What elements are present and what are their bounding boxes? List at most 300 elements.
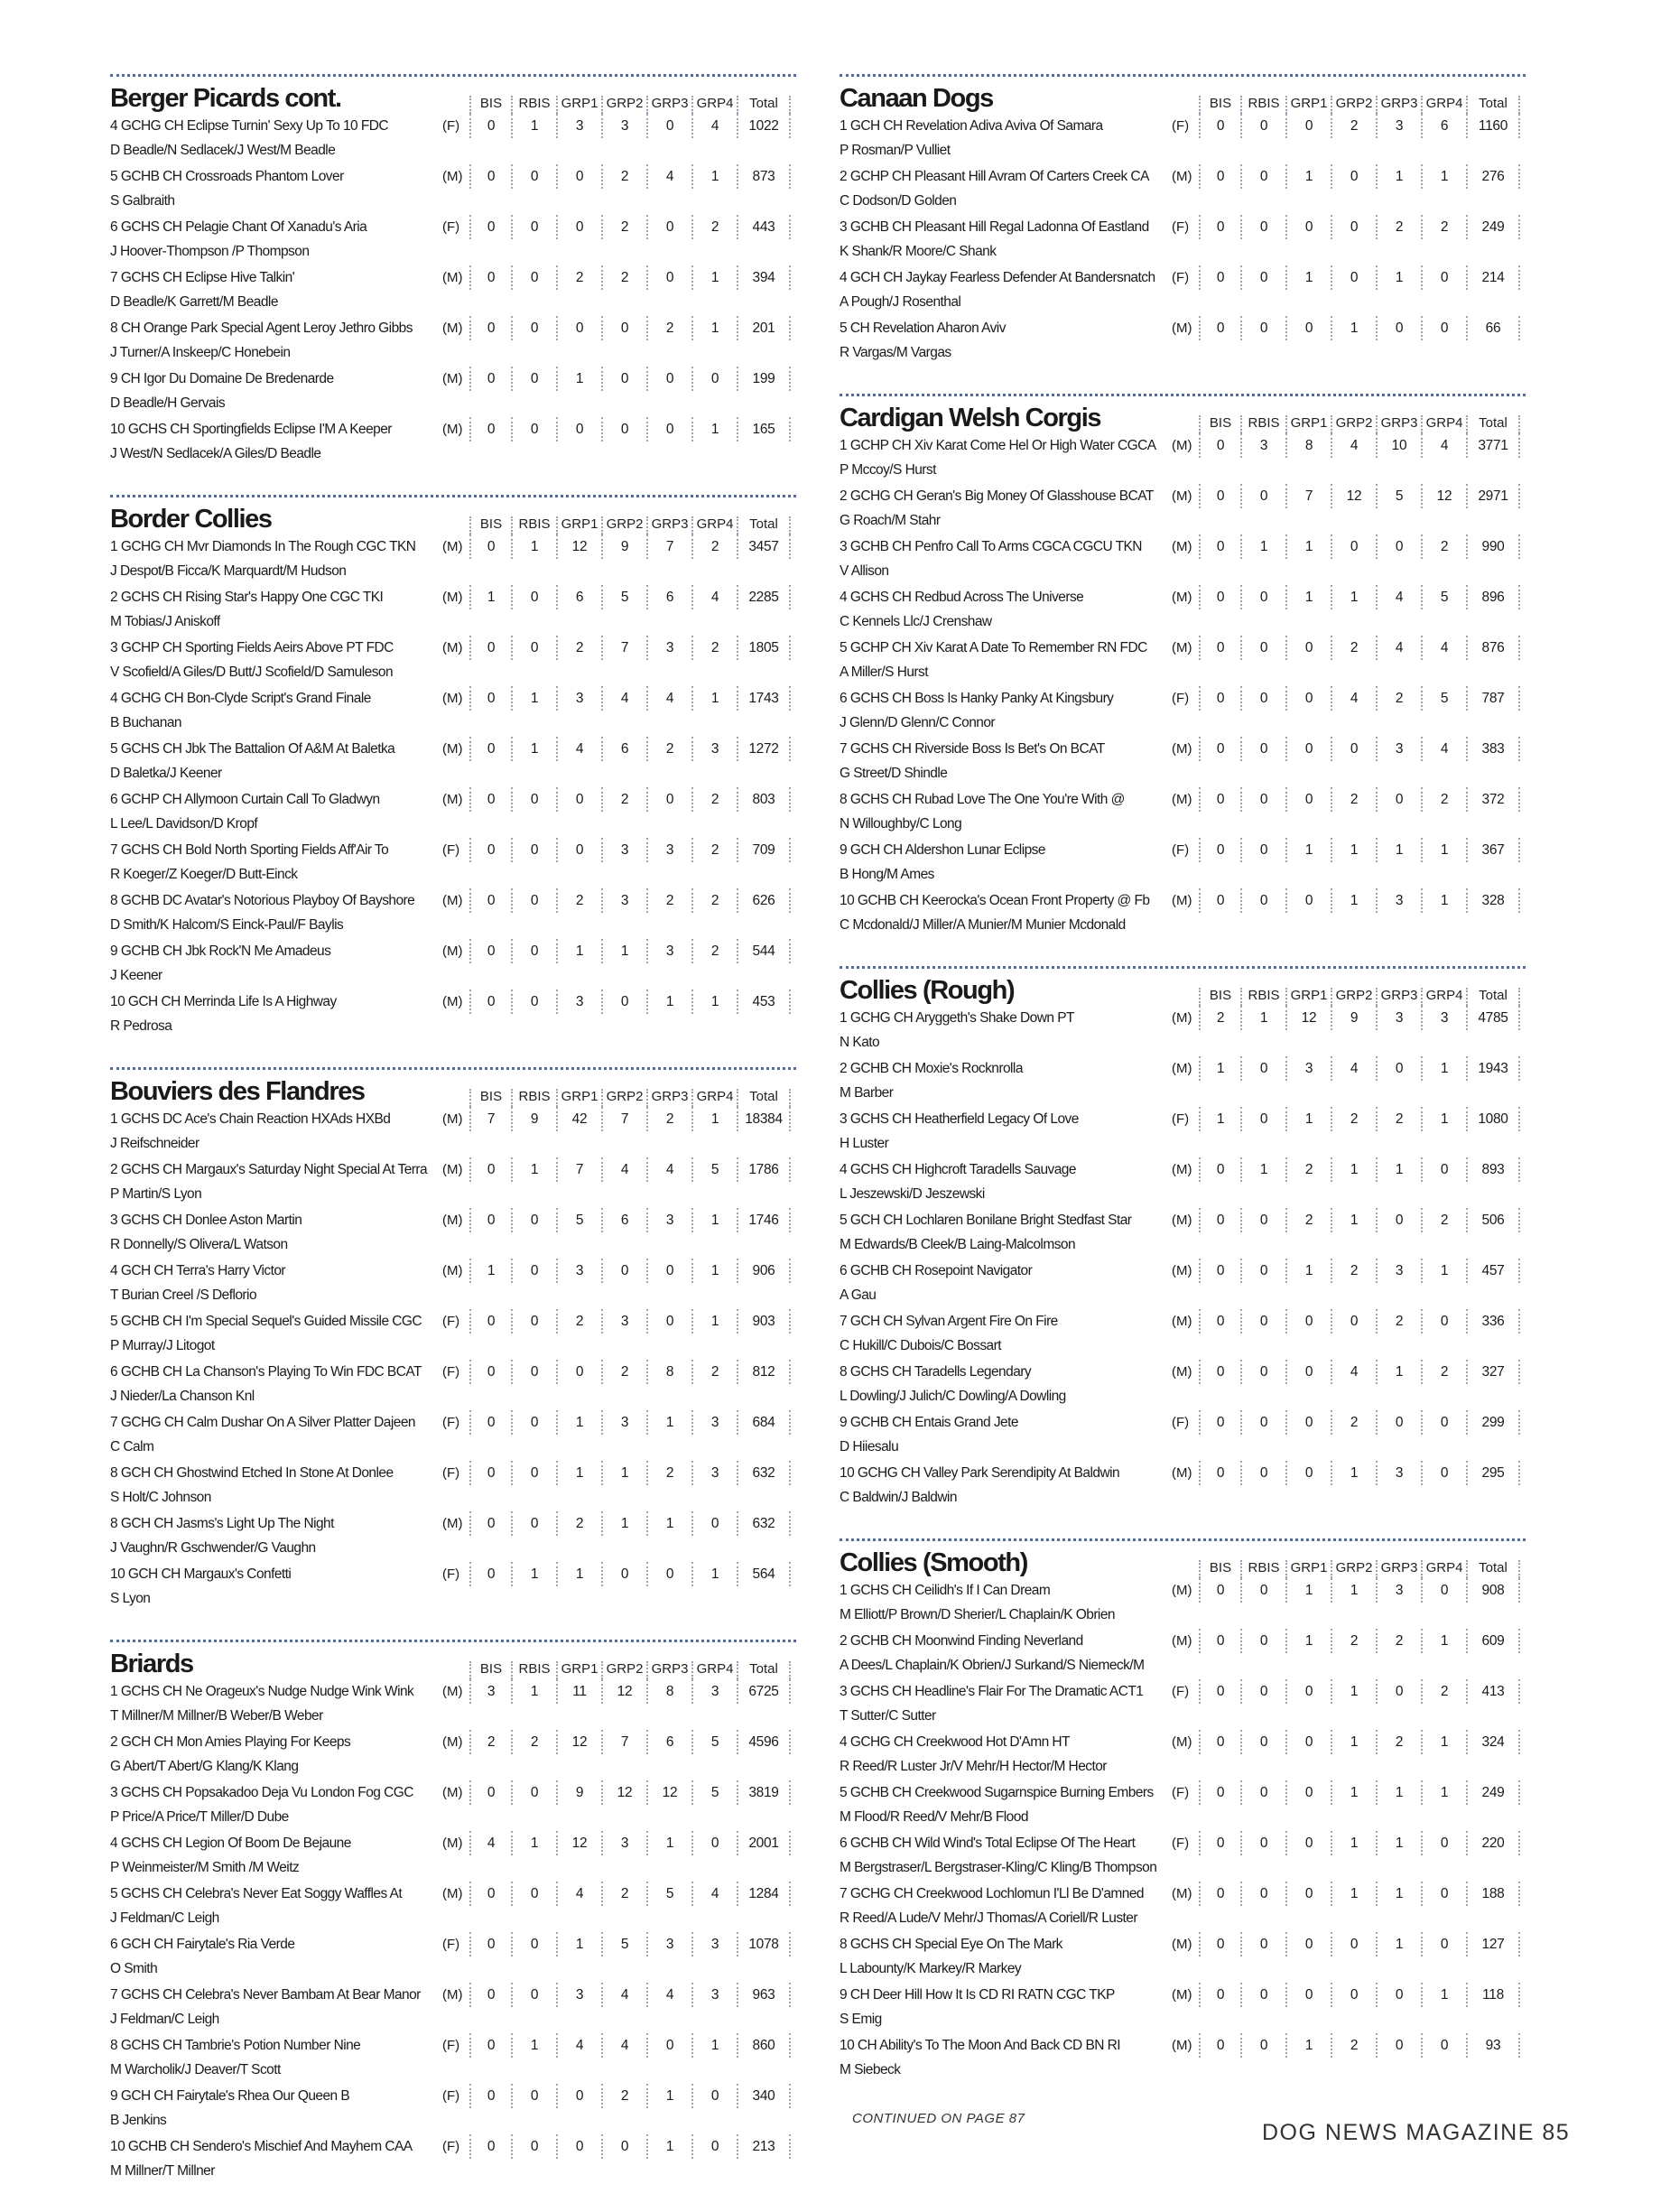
stat-grp2: 0 xyxy=(601,367,646,391)
dog-name: 10 GCH CH Merrinda Life Is A Highway xyxy=(110,994,337,1009)
stat-grp3: 3 xyxy=(646,939,691,963)
stat-rbis: 0 xyxy=(1240,737,1285,761)
stat-grp2: 2 xyxy=(1331,636,1376,660)
column-header-grp2: GRP2 xyxy=(1331,415,1376,433)
stat-grp2: 2 xyxy=(1331,1410,1376,1435)
left-column xyxy=(110,74,796,2212)
stat-total: 632 xyxy=(737,1511,791,1536)
breed-title: Collies (Rough) xyxy=(840,976,1015,1005)
stat-grp2: 2 xyxy=(601,215,646,239)
stat-grp2: 2 xyxy=(1331,114,1376,138)
stat-grp2: 0 xyxy=(1331,1309,1376,1334)
stat-total: 1272 xyxy=(737,737,791,761)
dog-name: 3 GCHS CH Headline's Flair For The Dramatic ACT1 xyxy=(840,1684,1144,1699)
stat-grp1: 7 xyxy=(1285,484,1331,508)
dog-sex: (M) xyxy=(442,1516,463,1531)
stat-grp2: 4 xyxy=(601,1157,646,1182)
stat-bis: 0 xyxy=(469,417,511,441)
stat-total: 1022 xyxy=(737,114,791,138)
column-header-bis: BIS xyxy=(1199,1560,1240,1578)
stat-grp3: 4 xyxy=(1376,636,1421,660)
stat-total: 18384 xyxy=(737,1107,791,1131)
stat-grp3: 0 xyxy=(646,215,691,239)
stat-grp1: 0 xyxy=(1285,1360,1331,1384)
stat-grp3: 2 xyxy=(646,316,691,340)
owner-names: J Despot/B Ficca/K Marquardt/M Hudson xyxy=(110,563,347,579)
column-header-rbis: RBIS xyxy=(511,96,556,114)
ranking-row xyxy=(110,1360,796,1410)
stat-rbis: 0 xyxy=(1240,114,1285,138)
stat-total: 220 xyxy=(1466,1831,1520,1855)
column-header-grp3: GRP3 xyxy=(646,96,691,114)
column-header-grp3: GRP3 xyxy=(1376,96,1421,114)
owner-names: C Hukill/C Dubois/C Bossart xyxy=(840,1338,1001,1353)
stat-grp4: 2 xyxy=(691,1360,737,1384)
dog-sex: (M) xyxy=(1172,640,1192,655)
dog-name: 4 GCH CH Jaykay Fearless Defender At Bandersnatch xyxy=(840,270,1155,285)
ranking-row xyxy=(110,215,796,265)
right-column xyxy=(840,74,1526,2126)
stat-grp1: 1 xyxy=(1285,534,1331,559)
stat-grp3: 4 xyxy=(646,164,691,189)
stat-total: 453 xyxy=(737,990,791,1014)
stat-rbis: 0 xyxy=(1240,484,1285,508)
stat-rbis: 0 xyxy=(1240,1259,1285,1283)
owner-names: P Martin/S Lyon xyxy=(110,1186,202,1202)
stat-rbis: 0 xyxy=(511,939,556,963)
stat-rbis: 0 xyxy=(1240,1730,1285,1754)
stat-grp1: 8 xyxy=(1285,433,1331,458)
owner-names: D Hiiesalu xyxy=(840,1439,899,1455)
owner-names: N Kato xyxy=(840,1035,880,1050)
stat-grp1: 1 xyxy=(1285,585,1331,609)
owner-names: P Rosman/P Vulliet xyxy=(840,143,951,158)
stat-grp4: 1 xyxy=(691,686,737,711)
column-header-total: Total xyxy=(1466,415,1520,433)
dog-name: 7 GCHS CH Riverside Boss Is Bet's On BCAT xyxy=(840,741,1105,757)
stat-rbis: 0 xyxy=(511,2134,556,2159)
stat-grp4: 5 xyxy=(1421,585,1466,609)
stat-grp2: 0 xyxy=(601,316,646,340)
ranking-row xyxy=(840,1730,1526,1780)
stat-rbis: 2 xyxy=(511,1730,556,1754)
ranking-row xyxy=(110,417,796,468)
stat-grp3: 1 xyxy=(1376,164,1421,189)
column-header-grp2: GRP2 xyxy=(601,96,646,114)
column-header-grp1: GRP1 xyxy=(1285,1560,1331,1578)
stat-grp3: 2 xyxy=(646,1107,691,1131)
stat-grp3: 2 xyxy=(1376,1309,1421,1334)
dog-sex: (M) xyxy=(442,994,463,1009)
stat-grp1: 0 xyxy=(1285,1410,1331,1435)
stat-bis: 0 xyxy=(469,990,511,1014)
dog-name: 4 GCHG CH Bon-Clyde Script's Grand Finale xyxy=(110,691,371,706)
stat-grp1: 1 xyxy=(556,1932,601,1956)
owner-names: J West/N Sedlacek/A Giles/D Beadle xyxy=(110,446,321,461)
ranking-row xyxy=(840,1056,1526,1107)
stat-rbis: 0 xyxy=(511,265,556,290)
stat-bis: 2 xyxy=(1199,1006,1240,1030)
ranking-row xyxy=(110,1983,796,2033)
dog-sex: (M) xyxy=(1172,321,1192,336)
column-header-bis: BIS xyxy=(469,96,511,114)
stat-bis: 0 xyxy=(1199,534,1240,559)
stat-rbis: 0 xyxy=(511,1882,556,1906)
dog-sex: (F) xyxy=(442,1364,460,1380)
stat-total: 812 xyxy=(737,1360,791,1384)
ranking-row xyxy=(110,1208,796,1259)
stat-grp1: 0 xyxy=(1285,636,1331,660)
stat-grp3: 1 xyxy=(646,990,691,1014)
dog-name: 5 CH Revelation Aharon Aviv xyxy=(840,321,1006,336)
stat-grp2: 3 xyxy=(601,838,646,862)
stat-grp1: 0 xyxy=(556,215,601,239)
stat-grp1: 4 xyxy=(556,737,601,761)
owner-names: C Mcdonald/J Miller/A Munier/M Munier Mcdonald xyxy=(840,917,1126,933)
column-header-grp4: GRP4 xyxy=(1421,415,1466,433)
stat-bis: 0 xyxy=(469,838,511,862)
ranking-row xyxy=(840,534,1526,585)
stat-grp1: 2 xyxy=(556,265,601,290)
stat-grp1: 4 xyxy=(556,1882,601,1906)
stat-grp4: 3 xyxy=(691,1679,737,1704)
section-header xyxy=(110,79,796,114)
stat-bis: 0 xyxy=(1199,114,1240,138)
ranking-row xyxy=(110,888,796,939)
stat-grp1: 12 xyxy=(556,534,601,559)
stat-total: 1078 xyxy=(737,1932,791,1956)
column-header-grp3: GRP3 xyxy=(1376,1560,1421,1578)
stat-grp4: 0 xyxy=(691,367,737,391)
breed-title: Cardigan Welsh Corgis xyxy=(840,404,1101,432)
stat-total: 860 xyxy=(737,2033,791,2058)
dog-sex: (F) xyxy=(442,1314,460,1329)
stat-total: 394 xyxy=(737,265,791,290)
stat-bis: 0 xyxy=(1199,838,1240,862)
stat-bis: 0 xyxy=(469,2084,511,2108)
stat-grp2: 12 xyxy=(601,1679,646,1704)
stat-grp2: 0 xyxy=(1331,215,1376,239)
ranking-row xyxy=(840,1629,1526,1679)
owner-names: M Tobias/J Aniskoff xyxy=(110,614,220,629)
dog-sex: (M) xyxy=(1172,1633,1192,1649)
column-header-grp3: GRP3 xyxy=(646,1661,691,1679)
stat-rbis: 1 xyxy=(1240,1006,1285,1030)
stat-total: 249 xyxy=(1466,215,1520,239)
dog-sex: (M) xyxy=(1172,1061,1192,1076)
stat-total: 328 xyxy=(1466,888,1520,913)
stat-grp1: 0 xyxy=(1285,1309,1331,1334)
stat-rbis: 0 xyxy=(511,585,556,609)
stat-total: 626 xyxy=(737,888,791,913)
stat-grp2: 1 xyxy=(601,939,646,963)
stat-grp4: 1 xyxy=(1421,1056,1466,1081)
stat-grp1: 2 xyxy=(556,888,601,913)
stat-grp3: 1 xyxy=(646,2084,691,2108)
stat-rbis: 0 xyxy=(511,215,556,239)
stat-grp4: 1 xyxy=(691,1309,737,1334)
stat-grp3: 3 xyxy=(1376,737,1421,761)
ranking-row xyxy=(840,1780,1526,1831)
dog-sex: (M) xyxy=(442,1213,463,1228)
stat-bis: 0 xyxy=(469,1932,511,1956)
owner-names: L Lee/L Davidson/D Kropf xyxy=(110,816,258,832)
stat-bis: 0 xyxy=(1199,636,1240,660)
stat-grp1: 1 xyxy=(1285,265,1331,290)
stat-bis: 7 xyxy=(469,1107,511,1131)
dog-sex: (M) xyxy=(442,943,463,959)
ranking-row xyxy=(110,1831,796,1882)
stat-grp4: 2 xyxy=(691,215,737,239)
owner-names: R Donnelly/S Olivera/L Watson xyxy=(110,1237,288,1252)
stat-bis: 1 xyxy=(1199,1107,1240,1131)
dog-sex: (M) xyxy=(1172,1314,1192,1329)
stat-grp2: 2 xyxy=(601,1882,646,1906)
stat-total: 276 xyxy=(1466,164,1520,189)
stat-bis: 0 xyxy=(469,1983,511,2007)
stat-grp3: 4 xyxy=(646,1157,691,1182)
dog-name: 9 GCH CH Aldershon Lunar Eclipse xyxy=(840,842,1045,858)
stat-grp3: 2 xyxy=(1376,1629,1421,1653)
dog-name: 2 GCHP CH Pleasant Hill Avram Of Carters Creek CA xyxy=(840,169,1149,184)
stat-rbis: 0 xyxy=(1240,2033,1285,2058)
stat-grp4: 0 xyxy=(1421,1410,1466,1435)
stat-grp2: 0 xyxy=(1331,1932,1376,1956)
column-header-grp2: GRP2 xyxy=(601,1089,646,1107)
stat-bis: 0 xyxy=(1199,1208,1240,1232)
stat-rbis: 0 xyxy=(1240,1107,1285,1131)
stat-grp4: 0 xyxy=(1421,265,1466,290)
dog-sex: (M) xyxy=(1172,539,1192,554)
dog-name: 4 GCHS CH Highcroft Taradells Sauvage xyxy=(840,1162,1076,1177)
owner-names: G Street/D Shindle xyxy=(840,766,948,781)
dog-name: 10 GCHG CH Valley Park Serendipity At Baldwin xyxy=(840,1465,1120,1481)
dog-name: 8 GCHB DC Avatar's Notorious Playboy Of Bayshore xyxy=(110,893,415,908)
stat-rbis: 0 xyxy=(1240,1461,1285,1485)
ranking-row xyxy=(110,1932,796,1983)
stat-grp2: 4 xyxy=(601,686,646,711)
dog-sex: (M) xyxy=(1172,1583,1192,1598)
dog-name: 7 GCHS CH Eclipse Hive Talkin' xyxy=(110,270,295,285)
stat-grp3: 1 xyxy=(1376,838,1421,862)
stat-grp4: 0 xyxy=(691,2084,737,2108)
stat-grp4: 3 xyxy=(1421,1006,1466,1030)
stat-bis: 0 xyxy=(469,1309,511,1334)
stat-rbis: 0 xyxy=(511,1780,556,1805)
dog-sex: (F) xyxy=(442,2139,460,2154)
owner-names: J Hoover-Thompson /P Thompson xyxy=(110,244,310,259)
stat-bis: 1 xyxy=(469,585,511,609)
owner-names: M Elliott/P Brown/D Sherier/L Chaplain/K Obrien xyxy=(840,1607,1115,1622)
dog-sex: (M) xyxy=(1172,1937,1192,1952)
stat-grp1: 12 xyxy=(556,1730,601,1754)
owner-names: A Dees/L Chaplain/K Obrien/J Surkand/S Niemeck/M xyxy=(840,1658,1145,1673)
stat-grp3: 4 xyxy=(646,686,691,711)
stat-grp4: 2 xyxy=(1421,787,1466,812)
stat-grp1: 0 xyxy=(556,838,601,862)
stat-grp3: 2 xyxy=(1376,215,1421,239)
stat-rbis: 0 xyxy=(511,1932,556,1956)
dog-sex: (F) xyxy=(1172,219,1190,235)
stat-grp4: 1 xyxy=(1421,164,1466,189)
dog-sex: (M) xyxy=(1172,438,1192,453)
stat-bis: 0 xyxy=(469,2134,511,2159)
stat-grp3: 1 xyxy=(646,1831,691,1855)
column-header-bis: BIS xyxy=(1199,988,1240,1006)
stat-grp1: 1 xyxy=(1285,2033,1331,2058)
owner-names: K Shank/R Moore/C Shank xyxy=(840,244,997,259)
dog-name: 5 GCHB CH Creekwood Sugarnspice Burning Embers xyxy=(840,1785,1154,1800)
stat-grp4: 1 xyxy=(691,417,737,441)
stat-grp3: 8 xyxy=(646,1360,691,1384)
stat-grp2: 1 xyxy=(1331,1461,1376,1485)
breed-title: Canaan Dogs xyxy=(840,84,993,113)
dog-name: 6 GCHB CH Wild Wind's Total Eclipse Of The Heart xyxy=(840,1836,1136,1851)
stat-total: 214 xyxy=(1466,265,1520,290)
stat-bis: 0 xyxy=(469,686,511,711)
continued-note: CONTINUED ON PAGE 87 xyxy=(852,2111,1025,2126)
stat-rbis: 0 xyxy=(511,417,556,441)
owner-names: J Keener xyxy=(110,968,162,983)
column-header-grp4: GRP4 xyxy=(691,516,737,534)
stat-grp2: 5 xyxy=(601,585,646,609)
owner-names: A Gau xyxy=(840,1287,877,1303)
ranking-row xyxy=(840,215,1526,265)
stat-grp2: 1 xyxy=(1331,1679,1376,1704)
stat-grp2: 7 xyxy=(601,636,646,660)
owner-names: J Reifschneider xyxy=(110,1136,199,1151)
dog-name: 3 GCHB CH Penfro Call To Arms CGCA CGCU TKN xyxy=(840,539,1142,554)
stat-total: 908 xyxy=(1466,1578,1520,1603)
dog-name: 9 CH Deer Hill How It Is CD RI RATN CGC TKP xyxy=(840,1987,1115,2003)
stat-total: 609 xyxy=(1466,1629,1520,1653)
owner-names: S Holt/C Johnson xyxy=(110,1490,211,1505)
dog-name: 2 GCHB CH Moxie's Rocknrolla xyxy=(840,1061,1023,1076)
stat-grp1: 2 xyxy=(1285,1208,1331,1232)
stat-rbis: 0 xyxy=(511,2084,556,2108)
dog-name: 3 GCHS CH Donlee Aston Martin xyxy=(110,1213,302,1228)
stat-total: 903 xyxy=(737,1309,791,1334)
dog-name: 6 GCHB CH La Chanson's Playing To Win FDC BCAT xyxy=(110,1364,422,1380)
ranking-row xyxy=(840,1360,1526,1410)
stat-grp4: 5 xyxy=(1421,686,1466,711)
owner-names: B Hong/M Ames xyxy=(840,867,934,882)
stat-grp4: 6 xyxy=(1421,114,1466,138)
stat-grp4: 5 xyxy=(691,1780,737,1805)
stat-bis: 0 xyxy=(1199,1730,1240,1754)
dog-sex: (M) xyxy=(1172,1886,1192,1901)
dog-name: 4 GCHS CH Legion Of Boom De Bejaune xyxy=(110,1836,351,1851)
dog-sex: (M) xyxy=(1172,1364,1192,1380)
dog-sex: (M) xyxy=(1172,1010,1192,1026)
stat-grp2: 2 xyxy=(601,787,646,812)
stat-grp1: 3 xyxy=(556,990,601,1014)
stat-rbis: 0 xyxy=(1240,164,1285,189)
ranking-row xyxy=(110,1562,796,1613)
stat-grp4: 0 xyxy=(691,1511,737,1536)
dog-sex: (F) xyxy=(1172,270,1190,285)
dog-name: 8 GCH CH Ghostwind Etched In Stone At Donlee xyxy=(110,1465,394,1481)
stat-grp3: 1 xyxy=(1376,1157,1421,1182)
stat-rbis: 0 xyxy=(511,990,556,1014)
ranking-row xyxy=(840,265,1526,316)
stat-total: 2001 xyxy=(737,1831,791,1855)
stat-bis: 4 xyxy=(469,1831,511,1855)
stat-grp3: 4 xyxy=(646,1983,691,2007)
ranking-row xyxy=(840,1679,1526,1730)
owner-names: D Smith/K Halcom/S Einck-Paul/F Baylis xyxy=(110,917,344,933)
stat-total: 1746 xyxy=(737,1208,791,1232)
dog-name: 7 GCHS CH Bold North Sporting Fields Aff'Air To xyxy=(110,842,389,858)
stat-grp4: 0 xyxy=(1421,2033,1466,2058)
stat-grp3: 6 xyxy=(646,1730,691,1754)
stat-rbis: 0 xyxy=(1240,1309,1285,1334)
stat-total: 295 xyxy=(1466,1461,1520,1485)
stat-grp2: 0 xyxy=(601,1259,646,1283)
stat-grp2: 3 xyxy=(601,888,646,913)
ranking-row xyxy=(110,1461,796,1511)
stat-bis: 3 xyxy=(469,1679,511,1704)
dog-name: 1 GCH CH Revelation Adiva Aviva Of Samara xyxy=(840,118,1103,134)
owner-names: P Murray/J Litogot xyxy=(110,1338,215,1353)
owner-names: C Kennels Llc/J Crenshaw xyxy=(840,614,992,629)
ranking-row xyxy=(110,2134,796,2185)
stat-grp3: 2 xyxy=(1376,1730,1421,1754)
stat-grp3: 1 xyxy=(1376,1831,1421,1855)
stat-rbis: 0 xyxy=(1240,1578,1285,1603)
owner-names: S Emig xyxy=(840,2012,882,2027)
ranking-row xyxy=(840,2033,1526,2084)
stat-total: 327 xyxy=(1466,1360,1520,1384)
stat-grp4: 0 xyxy=(1421,1882,1466,1906)
stat-total: 1786 xyxy=(737,1157,791,1182)
stat-grp4: 2 xyxy=(691,888,737,913)
stat-rbis: 1 xyxy=(511,1831,556,1855)
stat-grp4: 3 xyxy=(691,1461,737,1485)
stat-rbis: 0 xyxy=(511,164,556,189)
stat-grp2: 0 xyxy=(1331,1983,1376,2007)
stat-grp1: 0 xyxy=(1285,1461,1331,1485)
owner-names: L Jeszewski/D Jeszewski xyxy=(840,1186,985,1202)
dog-name: 8 GCHS CH Special Eye On The Mark xyxy=(840,1937,1062,1952)
stat-grp4: 1 xyxy=(1421,1730,1466,1754)
stat-total: 249 xyxy=(1466,1780,1520,1805)
stat-bis: 0 xyxy=(469,939,511,963)
stat-grp3: 0 xyxy=(646,787,691,812)
ranking-row xyxy=(840,1831,1526,1882)
dog-name: 7 GCHS CH Celebra's Never Bambam At Bear Manor xyxy=(110,1987,421,2003)
stat-grp2: 0 xyxy=(1331,265,1376,290)
dog-sex: (M) xyxy=(442,270,463,285)
stat-grp4: 0 xyxy=(1421,1309,1466,1334)
stat-rbis: 0 xyxy=(1240,1932,1285,1956)
stat-grp1: 0 xyxy=(1285,1882,1331,1906)
ranking-row xyxy=(840,1208,1526,1259)
stat-grp4: 1 xyxy=(1421,1107,1466,1131)
stat-bis: 0 xyxy=(1199,1410,1240,1435)
ranking-row xyxy=(840,316,1526,367)
stat-rbis: 0 xyxy=(1240,1360,1285,1384)
stat-bis: 0 xyxy=(469,1562,511,1586)
ranking-row xyxy=(110,686,796,737)
stat-grp2: 2 xyxy=(1331,787,1376,812)
stat-grp4: 1 xyxy=(1421,1629,1466,1653)
dog-name: 1 GCHG CH Mvr Diamonds In The Rough CGC TKN xyxy=(110,539,416,554)
stat-grp1: 0 xyxy=(556,164,601,189)
stat-grp3: 5 xyxy=(646,1882,691,1906)
dog-sex: (M) xyxy=(1172,1263,1192,1278)
stat-rbis: 0 xyxy=(511,1410,556,1435)
